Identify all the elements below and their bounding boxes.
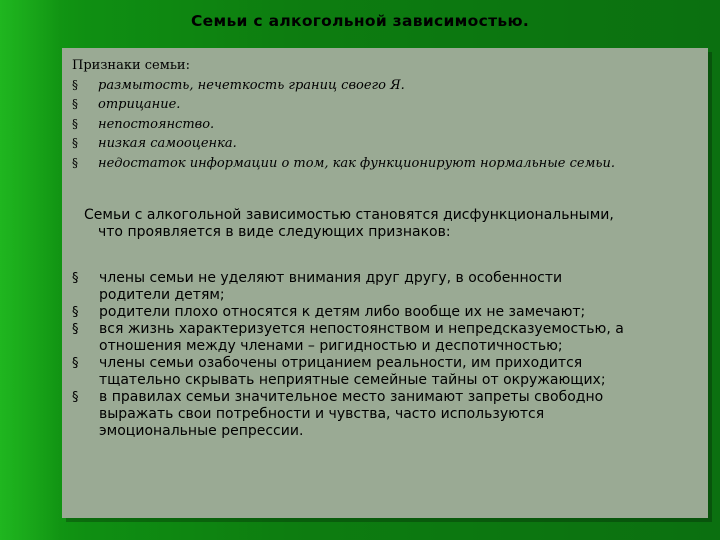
list-item <box>72 304 706 321</box>
signs-item-text: непостоянство. <box>98 116 215 132</box>
bullet-icon: § <box>72 271 79 286</box>
intro-line: Семьи с алкогольной зависимостью становятся дисфункциональными, <box>84 207 614 223</box>
intro-line: что проявляется в виде следующих признаков: <box>98 224 451 240</box>
bullet-icon: § <box>72 155 78 170</box>
list-item-line: члены семьи не уделяют внимания друг другу, в особенности <box>99 270 563 286</box>
signs-item <box>72 95 702 115</box>
list-item <box>72 270 706 304</box>
list-item-line: вся жизнь характеризуется непостоянством и непредсказуемостью, а <box>99 321 624 337</box>
signs-item <box>72 134 702 154</box>
list-item-line: выражать свои потребности и чувства, часто используются <box>99 406 545 422</box>
list-item-line: в правилах семьи значительное место занимают запреты свободно <box>99 389 604 405</box>
bullet-icon: § <box>72 356 79 371</box>
signs-heading: Признаки семьи: <box>72 58 190 73</box>
background-glow <box>0 0 60 540</box>
bullet-icon: § <box>72 97 78 111</box>
signs-item-text: низкая самооценка. <box>98 136 237 151</box>
list-item <box>72 389 706 440</box>
intro-paragraph <box>84 207 704 241</box>
list-item <box>72 355 706 389</box>
bullet-icon: § <box>72 116 78 131</box>
list-item-line: тщательно скрывать неприятные семейные тайны от окружающих; <box>99 372 606 388</box>
list-item-line: родители детям; <box>99 287 225 303</box>
family-signs-block <box>72 56 702 173</box>
bullet-icon: § <box>72 77 78 92</box>
list-item <box>72 321 706 355</box>
list-item-line: родители плохо относятся к детям либо вообще их не замечают; <box>99 304 586 320</box>
signs-item <box>72 76 702 96</box>
bullet-icon: § <box>72 305 79 320</box>
features-list <box>72 270 706 440</box>
slide-title: Семьи с алкогольной зависимостью. <box>190 12 530 30</box>
signs-item <box>72 115 702 135</box>
list-item-line: отношения между членами – ригидностью и деспотичностью; <box>99 338 563 354</box>
signs-item-text: недостаток информации о том, как функционируют нормальные семьи. <box>98 155 615 171</box>
bullet-icon: § <box>72 322 79 337</box>
signs-item-text: размытость, нечеткость границ своего Я. <box>98 77 405 93</box>
signs-item-text: отрицание. <box>98 97 181 112</box>
list-item-line: члены семьи озабочены отрицанием реальности, им приходится <box>99 355 583 371</box>
bullet-icon: § <box>72 136 78 150</box>
list-item-line: эмоциональные репрессии. <box>99 423 304 439</box>
bullet-icon: § <box>72 390 79 405</box>
signs-item <box>72 154 702 174</box>
